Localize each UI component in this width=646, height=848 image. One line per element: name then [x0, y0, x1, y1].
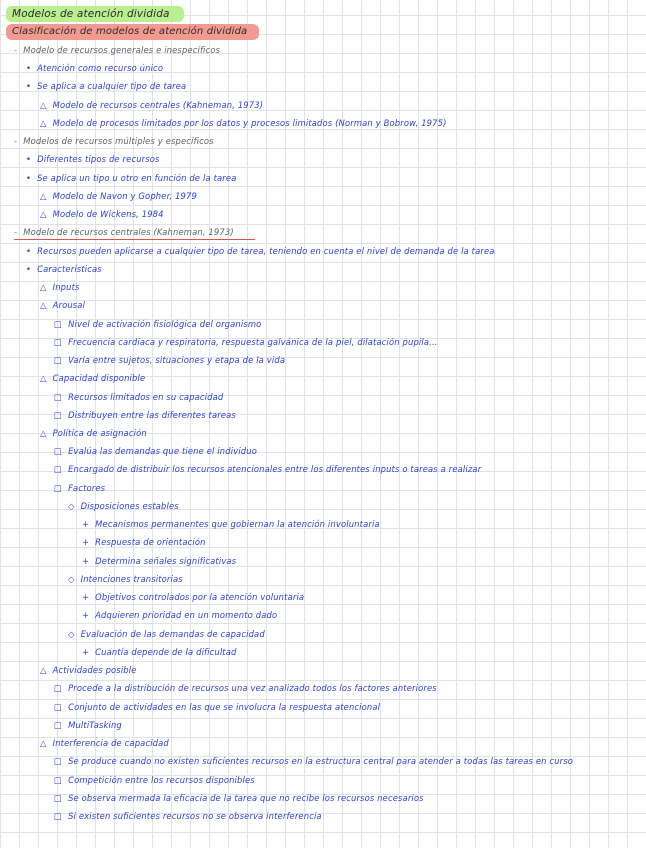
- outline-item-level-3: [54, 356, 285, 364]
- outline-item-level-5: [82, 557, 236, 565]
- outline-item-text: Se aplica un tipo u otro en función de la tarea: [37, 173, 237, 183]
- outline-item-text: Factores: [68, 483, 106, 493]
- outline-item-level-3: [54, 465, 481, 473]
- outline-item-level-5: [82, 593, 304, 601]
- bullet-marker: •: [26, 173, 32, 183]
- outline-item-level-3: [54, 447, 257, 455]
- outline-item-text: Adquieren prioridad en un momento dado: [95, 610, 278, 620]
- outline-item-level-4: [68, 575, 183, 583]
- outline-item-level-1: [26, 265, 102, 273]
- bullet-marker: □: [54, 446, 63, 456]
- outline-item-text: Se observa mermada la eficacia de la tarea que no recibe los recursos necesarios: [68, 793, 424, 803]
- outline-item-text: Mecanismos permanentes que gobiernan la atención involuntaria: [95, 519, 380, 529]
- outline-item-level-2: [40, 210, 164, 218]
- outline-item-text: Distribuyen entre las diferentes tareas: [68, 410, 236, 420]
- outline-item-level-3: [54, 757, 573, 765]
- bullet-marker: □: [54, 775, 63, 785]
- outline-item-text: Conjunto de actividades en las que se involucra la respuesta atencional: [68, 702, 381, 712]
- outline-item-level-3: [54, 703, 380, 711]
- outline-item-text: Arousal: [52, 300, 86, 310]
- outline-item-text: Diferentes tipos de recursos: [37, 154, 160, 164]
- outline-item-text: Modelos de recursos múltiples y específicos: [23, 136, 214, 146]
- outline-item-text: Interferencia de capacidad: [52, 738, 169, 748]
- outline-item-level-1: [26, 82, 186, 90]
- outline-item-text: Nivel de activación fisiológica del organismo: [68, 319, 262, 329]
- outline-item-level-1: [26, 64, 163, 72]
- page-title: Modelos de atención dividida: [12, 8, 170, 20]
- outline-item-text: Frecuencia cardiaca y respiratoria, respuesta galvánica de la piel, dilatación pupila...: [68, 337, 438, 347]
- outline-item-text: Recursos limitados en su capacidad: [68, 392, 224, 402]
- outline-item-text: Inputs: [52, 282, 80, 292]
- bullet-marker: □: [54, 392, 63, 402]
- outline-item-text: Modelo de procesos limitados por los datos y procesos limitados (Norman y Bobrow, 1975): [52, 118, 447, 128]
- bullet-marker: •: [26, 81, 32, 91]
- bullet-marker: +: [82, 610, 90, 620]
- outline-item-text: Encargado de distribuir los recursos atencionales entre los diferentes inputs o tareas a realizar: [68, 464, 482, 474]
- outline-item-level-0: [14, 228, 234, 236]
- bullet-marker: △: [40, 373, 47, 383]
- outline-item-text: Modelo de Wickens, 1984: [52, 209, 164, 219]
- bullet-marker: △: [40, 665, 47, 675]
- outline-item-level-3: [54, 320, 261, 328]
- bullet-marker: -: [14, 45, 18, 55]
- outline-item-level-3: [54, 721, 122, 729]
- outline-item-text: Se aplica a cualquier tipo de tarea: [37, 81, 187, 91]
- outline-item-text: Modelo de Navon y Gopher, 1979: [52, 191, 197, 201]
- outline-item-level-2: [40, 119, 447, 127]
- outline-item-text: Cuantía depende de la dificultad: [95, 647, 237, 657]
- bullet-marker: •: [26, 264, 32, 274]
- outline-item-level-2: [40, 739, 169, 747]
- outline-item-text: MultiTasking: [68, 720, 122, 730]
- outline-item-text: Determina señales significativas: [95, 556, 237, 566]
- section-underline: [14, 239, 255, 240]
- outline-item-level-5: [82, 520, 380, 528]
- outline-item-level-3: [54, 411, 236, 419]
- bullet-marker: +: [82, 647, 90, 657]
- outline-item-text: Modelo de recursos centrales (Kahneman, 1973): [52, 100, 264, 110]
- bullet-marker: □: [54, 410, 63, 420]
- outline-item-text: Modelo de recursos centrales (Kahneman, 1973): [23, 227, 234, 237]
- outline-item-text: Recursos pueden aplicarse a cualquier tipo de tarea, teniendo en cuenta el nivel de demanda de la tarea: [37, 246, 495, 256]
- bullet-marker: ◇: [68, 501, 75, 511]
- outline-item-text: Si existen suficientes recursos no se observa interferencia: [68, 811, 322, 821]
- bullet-marker: -: [14, 227, 18, 237]
- outline-item-text: Competición entre los recursos disponibles: [68, 775, 255, 785]
- outline-item-text: Capacidad disponible: [52, 373, 146, 383]
- outline-item-level-5: [82, 611, 277, 619]
- outline-item-text: Actividades posible: [52, 665, 137, 675]
- bullet-marker: □: [54, 337, 63, 347]
- outline-item-level-2: [40, 666, 137, 674]
- bullet-marker: □: [54, 355, 63, 365]
- bullet-marker: -: [14, 136, 18, 146]
- bullet-marker: □: [54, 720, 63, 730]
- bullet-marker: △: [40, 118, 47, 128]
- outline-item-level-2: [40, 101, 263, 109]
- outline-item-text: Varía entre sujetos, situaciones y etapa de la vida: [68, 355, 286, 365]
- bullet-marker: +: [82, 537, 90, 547]
- bullet-marker: □: [54, 811, 63, 821]
- bullet-marker: •: [26, 154, 32, 164]
- outline-item-level-2: [40, 192, 197, 200]
- outline-item-level-1: [26, 155, 160, 163]
- outline-item-level-5: [82, 648, 237, 656]
- outline-item-level-3: [54, 812, 322, 820]
- bullet-marker: □: [54, 683, 63, 693]
- outline-item-level-1: [26, 174, 236, 182]
- bullet-marker: ◇: [68, 574, 75, 584]
- outline-item-level-4: [68, 502, 179, 510]
- outline-item-level-1: [26, 247, 495, 255]
- bullet-marker: □: [54, 756, 63, 766]
- outline-item-level-3: [54, 684, 437, 692]
- bullet-marker: +: [82, 592, 90, 602]
- outline-item-level-3: [54, 338, 438, 346]
- bullet-marker: +: [82, 556, 90, 566]
- outline-item-text: Evaluación de las demandas de capacidad: [80, 629, 265, 639]
- bullet-marker: +: [82, 519, 90, 529]
- bullet-marker: △: [40, 100, 47, 110]
- outline-item-text: Se produce cuando no existen suficientes recursos en la estructura central para atender a todas las tareas en curso: [68, 756, 573, 766]
- outline-item-text: Intenciones transitorias: [80, 574, 183, 584]
- bullet-marker: △: [40, 209, 47, 219]
- outline-item-level-3: [54, 794, 424, 802]
- outline-item-level-5: [82, 538, 206, 546]
- outline-item-text: Características: [37, 264, 102, 274]
- outline-item-text: Objetivos controlados por la atención voluntaria: [95, 592, 305, 602]
- outline-item-level-0: [14, 137, 214, 145]
- bullet-marker: □: [54, 793, 63, 803]
- outline-item-level-2: [40, 374, 145, 382]
- outline-item-text: Disposiciones estables: [80, 501, 179, 511]
- bullet-marker: ◇: [68, 629, 75, 639]
- bullet-marker: △: [40, 428, 47, 438]
- outline-item-level-4: [68, 630, 265, 638]
- outline-item-level-0: [14, 46, 220, 54]
- outline-item-text: Evalúa las demandas que tiene el individuo: [68, 446, 257, 456]
- bullet-marker: □: [54, 319, 63, 329]
- bullet-marker: □: [54, 483, 63, 493]
- outline-item-level-2: [40, 301, 85, 309]
- bullet-marker: △: [40, 282, 47, 292]
- bullet-marker: □: [54, 464, 63, 474]
- outline-item-level-3: [54, 776, 255, 784]
- bullet-marker: △: [40, 300, 47, 310]
- outline-item-text: Política de asignación: [52, 428, 147, 438]
- bullet-marker: •: [26, 246, 32, 256]
- bullet-marker: △: [40, 191, 47, 201]
- bullet-marker: •: [26, 63, 32, 73]
- outline-item-level-2: [40, 283, 80, 291]
- bullet-marker: △: [40, 738, 47, 748]
- bullet-marker: □: [54, 702, 63, 712]
- outline-item-level-2: [40, 429, 147, 437]
- outline-item-text: Procede a la distribución de recursos una vez analizado todos los factores anteriores: [68, 683, 437, 693]
- outline-item-level-3: [54, 484, 105, 492]
- section-heading: Clasificación de modelos de atención dividida: [12, 26, 248, 37]
- outline-item-text: Modelo de recursos generales e inespecíficos: [23, 45, 221, 55]
- outline-item-text: Atención como recurso único: [37, 63, 164, 73]
- outline-item-text: Respuesta de orientación: [95, 537, 206, 547]
- outline-item-level-3: [54, 393, 223, 401]
